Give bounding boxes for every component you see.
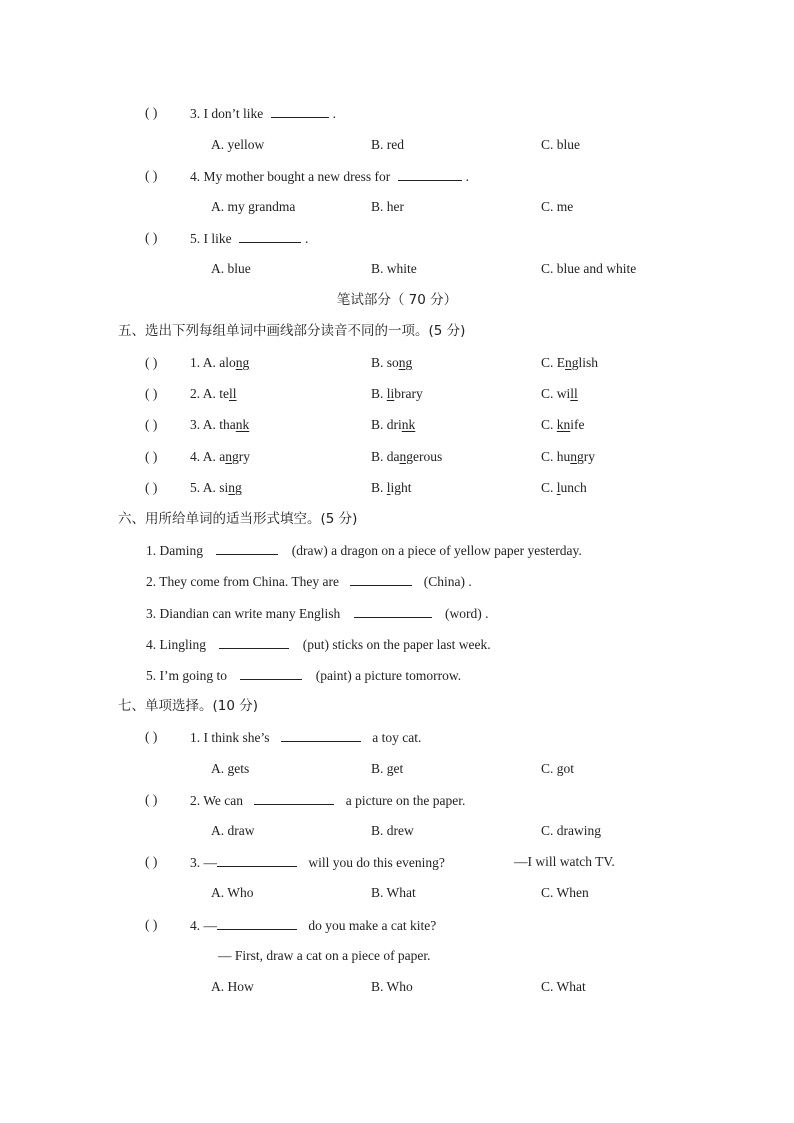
- option-b[interactable]: B. her: [371, 199, 404, 214]
- option-c[interactable]: C. blue: [541, 137, 580, 152]
- phonics-option-c[interactable]: C. will: [541, 386, 578, 401]
- underlined-letters: li: [386, 386, 395, 401]
- answer-paren[interactable]: ( ): [145, 168, 158, 183]
- phonics-option-c[interactable]: C. knife: [541, 417, 585, 432]
- phonics-option-a[interactable]: 2. A. tell: [190, 386, 237, 401]
- option-a[interactable]: A. my grandma: [211, 199, 296, 214]
- answer-paren[interactable]: ( ): [145, 480, 158, 495]
- option-b[interactable]: B. white: [371, 261, 417, 276]
- option-c[interactable]: C. blue and white: [541, 261, 637, 276]
- option-b[interactable]: B. red: [371, 137, 404, 152]
- choice-question-4: 4. — do you make a cat kite?: [190, 918, 437, 933]
- choice-question-3: 3. — will you do this evening?: [190, 855, 445, 870]
- question-3: 3. I don’t like .: [190, 106, 336, 121]
- phonics-option-a[interactable]: 5. A. sing: [190, 480, 242, 495]
- underlined-letters: ng: [398, 355, 413, 370]
- option-a[interactable]: A. blue: [211, 261, 251, 276]
- underlined-letters: ng: [235, 355, 250, 370]
- fill-blank[interactable]: [239, 229, 301, 243]
- fill-blank[interactable]: [216, 541, 278, 555]
- option-c[interactable]: C. got: [541, 761, 575, 776]
- phonics-option-b[interactable]: B. light: [371, 480, 412, 495]
- phonics-option-a[interactable]: 1. A. along: [190, 355, 250, 370]
- option-a[interactable]: A. How: [211, 979, 254, 994]
- answer-paren[interactable]: ( ): [145, 917, 158, 932]
- phonics-option-a[interactable]: 4. A. angry: [190, 449, 251, 464]
- fill-blank[interactable]: [240, 666, 302, 680]
- answer-paren[interactable]: ( ): [145, 729, 158, 744]
- fill-item-4: 4. Lingling (put) sticks on the paper last week.: [146, 637, 491, 652]
- choice-question-1: 1. I think she’s a toy cat.: [190, 730, 422, 745]
- fill-item-5: 5. I’m going to (paint) a picture tomorrow.: [146, 668, 462, 683]
- underlined-letters: l: [386, 480, 391, 495]
- fill-blank[interactable]: [271, 104, 329, 118]
- fill-blank[interactable]: [354, 604, 432, 618]
- underlined-letters: nk: [235, 417, 250, 432]
- phonics-option-c[interactable]: C. lunch: [541, 480, 587, 495]
- answer-paren[interactable]: ( ): [145, 792, 158, 807]
- option-c[interactable]: C. What: [541, 979, 586, 994]
- underlined-letters: ng: [565, 355, 579, 370]
- underlined-letters: ll: [570, 386, 578, 401]
- phonics-option-b[interactable]: B. dangerous: [371, 449, 443, 464]
- underlined-letters: ng: [399, 449, 413, 464]
- question-4: 4. My mother bought a new dress for .: [190, 169, 469, 184]
- dialogue-reply: —I will watch TV.: [514, 854, 615, 869]
- question-number: 4.: [190, 169, 201, 184]
- option-b[interactable]: B. Who: [371, 979, 413, 994]
- fill-blank[interactable]: [281, 728, 361, 742]
- phonics-option-b[interactable]: B. drink: [371, 417, 416, 432]
- underlined-letters: ng: [225, 449, 239, 464]
- written-part-title: 笔试部分（ 70 分）: [336, 292, 458, 308]
- choice-question-2: 2. We can a picture on the paper.: [190, 793, 466, 808]
- underlined-letters: ll: [229, 386, 237, 401]
- underlined-letters: ng: [228, 480, 242, 495]
- question-stem: I like: [203, 231, 232, 246]
- option-b[interactable]: B. drew: [371, 823, 414, 838]
- answer-paren[interactable]: ( ): [145, 854, 158, 869]
- section-7-title: 七、单项选择。(10 分): [118, 698, 259, 714]
- question-number: 5.: [190, 231, 201, 246]
- underlined-letters: ng: [570, 449, 584, 464]
- fill-item-1: 1. Daming (draw) a dragon on a piece of yellow paper yesterday.: [146, 543, 582, 558]
- option-a[interactable]: A. Who: [211, 885, 254, 900]
- phonics-option-b[interactable]: B. song: [371, 355, 413, 370]
- option-c[interactable]: C. When: [541, 885, 589, 900]
- option-c[interactable]: C. me: [541, 199, 574, 214]
- fill-blank[interactable]: [350, 572, 412, 586]
- option-b[interactable]: B. What: [371, 885, 416, 900]
- question-number: 3.: [190, 106, 201, 121]
- underlined-letters: nk: [401, 417, 416, 432]
- section-5-title: 五、选出下列每组单词中画线部分读音不同的一项。(5 分): [118, 323, 466, 339]
- answer-paren[interactable]: ( ): [145, 417, 158, 432]
- fill-blank[interactable]: [398, 167, 462, 181]
- fill-item-2: 2. They come from China. They are (China) .: [146, 574, 472, 589]
- option-a[interactable]: A. draw: [211, 823, 255, 838]
- answer-paren[interactable]: ( ): [145, 230, 158, 245]
- option-b[interactable]: B. get: [371, 761, 404, 776]
- option-a[interactable]: A. yellow: [211, 137, 265, 152]
- phonics-option-a[interactable]: 3. A. thank: [190, 417, 250, 432]
- phonics-option-b[interactable]: B. library: [371, 386, 423, 401]
- option-a[interactable]: A. gets: [211, 761, 250, 776]
- fill-blank[interactable]: [219, 635, 289, 649]
- fill-blank[interactable]: [254, 791, 334, 805]
- dialogue-reply: — First, draw a cat on a piece of paper.: [218, 948, 431, 963]
- fill-item-3: 3. Diandian can write many English (word) .: [146, 606, 489, 621]
- question-stem: My mother bought a new dress for: [203, 169, 391, 184]
- question-stem: I don’t like: [203, 106, 264, 121]
- option-c[interactable]: C. drawing: [541, 823, 601, 838]
- underlined-letters: kn: [556, 417, 571, 432]
- underlined-letters: l: [556, 480, 561, 495]
- fill-blank[interactable]: [217, 916, 297, 930]
- phonics-option-c[interactable]: C. hungry: [541, 449, 596, 464]
- phonics-option-c[interactable]: C. English: [541, 355, 599, 370]
- section-6-title: 六、用所给单词的适当形式填空。(5 分): [118, 511, 358, 527]
- answer-paren[interactable]: ( ): [145, 449, 158, 464]
- fill-blank[interactable]: [217, 853, 297, 867]
- answer-paren[interactable]: ( ): [145, 105, 158, 120]
- answer-paren[interactable]: ( ): [145, 386, 158, 401]
- question-5: 5. I like .: [190, 231, 309, 246]
- answer-paren[interactable]: ( ): [145, 355, 158, 370]
